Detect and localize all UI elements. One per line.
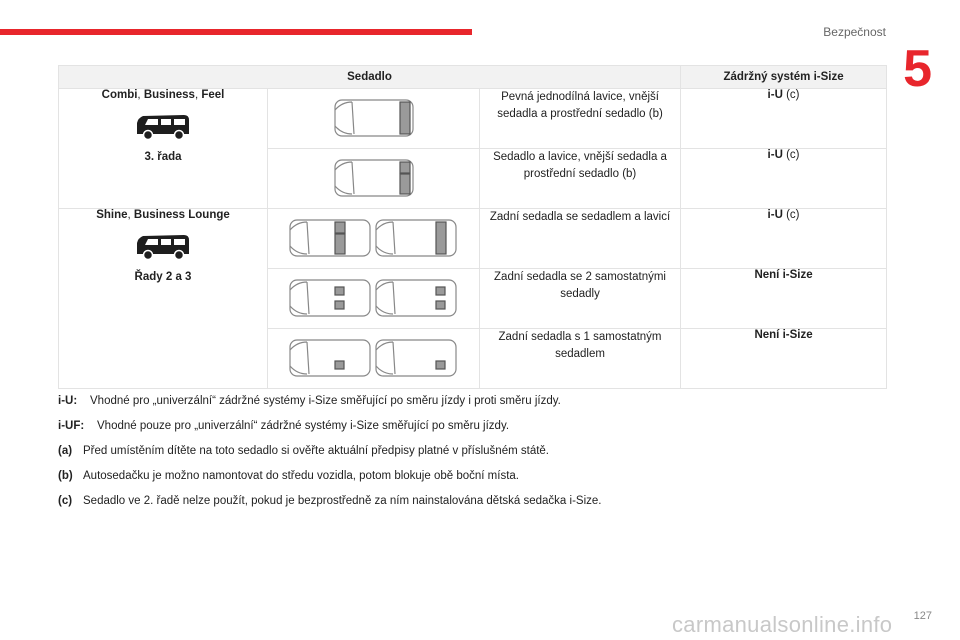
footnote: (b) Autosedačku je možno namontovat do středu vozidla, potom blokuje obě boční místa. [58, 470, 519, 482]
chapter-color-bar [0, 29, 472, 35]
table-row [59, 89, 887, 149]
footnotes [58, 394, 898, 519]
van-topview-pair-icon [288, 278, 460, 318]
van-icon [59, 111, 267, 141]
row-label: Řady 2 a 3 [134, 271, 192, 283]
seat-description: Sedadlo a lavice, vnější sedadla a prostřední sedadlo (b) [480, 149, 681, 209]
column-header-seat: Sedadlo [59, 66, 681, 89]
van-icon [59, 231, 267, 261]
watermark-text: carmanualsonline.info [672, 612, 893, 637]
isize-seat-table [58, 65, 887, 389]
chapter-number: 5 [903, 40, 932, 98]
row-label: 3. řada [144, 151, 182, 163]
isize-value: i-U (c) [681, 89, 887, 149]
section-title: Bezpečnost [823, 25, 886, 39]
isize-value: i-U (c) [681, 209, 887, 269]
column-header-system: Zádržný systém i-Size [681, 66, 887, 89]
seat-description: Pevná jednodílná lavice, vnější sedadla a prostřední sedadlo (b) [480, 89, 681, 149]
van-topview-pair-icon [288, 338, 460, 378]
model-cell [59, 209, 268, 389]
van-topview-icon [332, 98, 416, 138]
page-number: 127 [913, 610, 932, 622]
table-header-row [59, 66, 887, 89]
footnote: i-UF: Vhodné pouze pro „univerzální“ zádržné systémy i-Size směřující po směru jízdy. [58, 420, 510, 432]
seat-diagram [268, 209, 480, 269]
isize-value: Není i-Size [681, 269, 887, 329]
seat-description: Zadní sedadla s 1 samostatným sedadlem [480, 329, 681, 389]
footnote: (c) Sedadlo ve 2. řadě nelze použít, pokud je bezprostředně za ním nainstalována dětská sedačka i-Size. [58, 495, 602, 507]
model-cell [59, 89, 268, 209]
van-topview-pair-icon [288, 218, 460, 258]
seat-description: Zadní sedadla se sedadlem a lavicí [480, 209, 681, 269]
seat-diagram [268, 89, 480, 149]
seat-diagram [268, 269, 480, 329]
footnote: i-U: Vhodné pro „univerzální“ zádržné systémy i-Size směřující po směru jízdy i proti směru jízdy. [58, 395, 561, 407]
seat-diagram [268, 149, 480, 209]
van-topview-icon [332, 158, 416, 198]
model-names: Combi, Business, Feel [101, 89, 225, 101]
seat-description: Zadní sedadla se 2 samostatnými sedadly [480, 269, 681, 329]
isize-value: Není i-Size [681, 329, 887, 389]
table-row [59, 209, 887, 269]
model-names: Shine, Business Lounge [96, 209, 230, 221]
seat-diagram [268, 329, 480, 389]
isize-value: i-U (c) [681, 149, 887, 209]
footnote: (a) Před umístěním dítěte na toto sedadlo si ověřte aktuální předpisy platné v příslušném státě. [58, 445, 550, 457]
